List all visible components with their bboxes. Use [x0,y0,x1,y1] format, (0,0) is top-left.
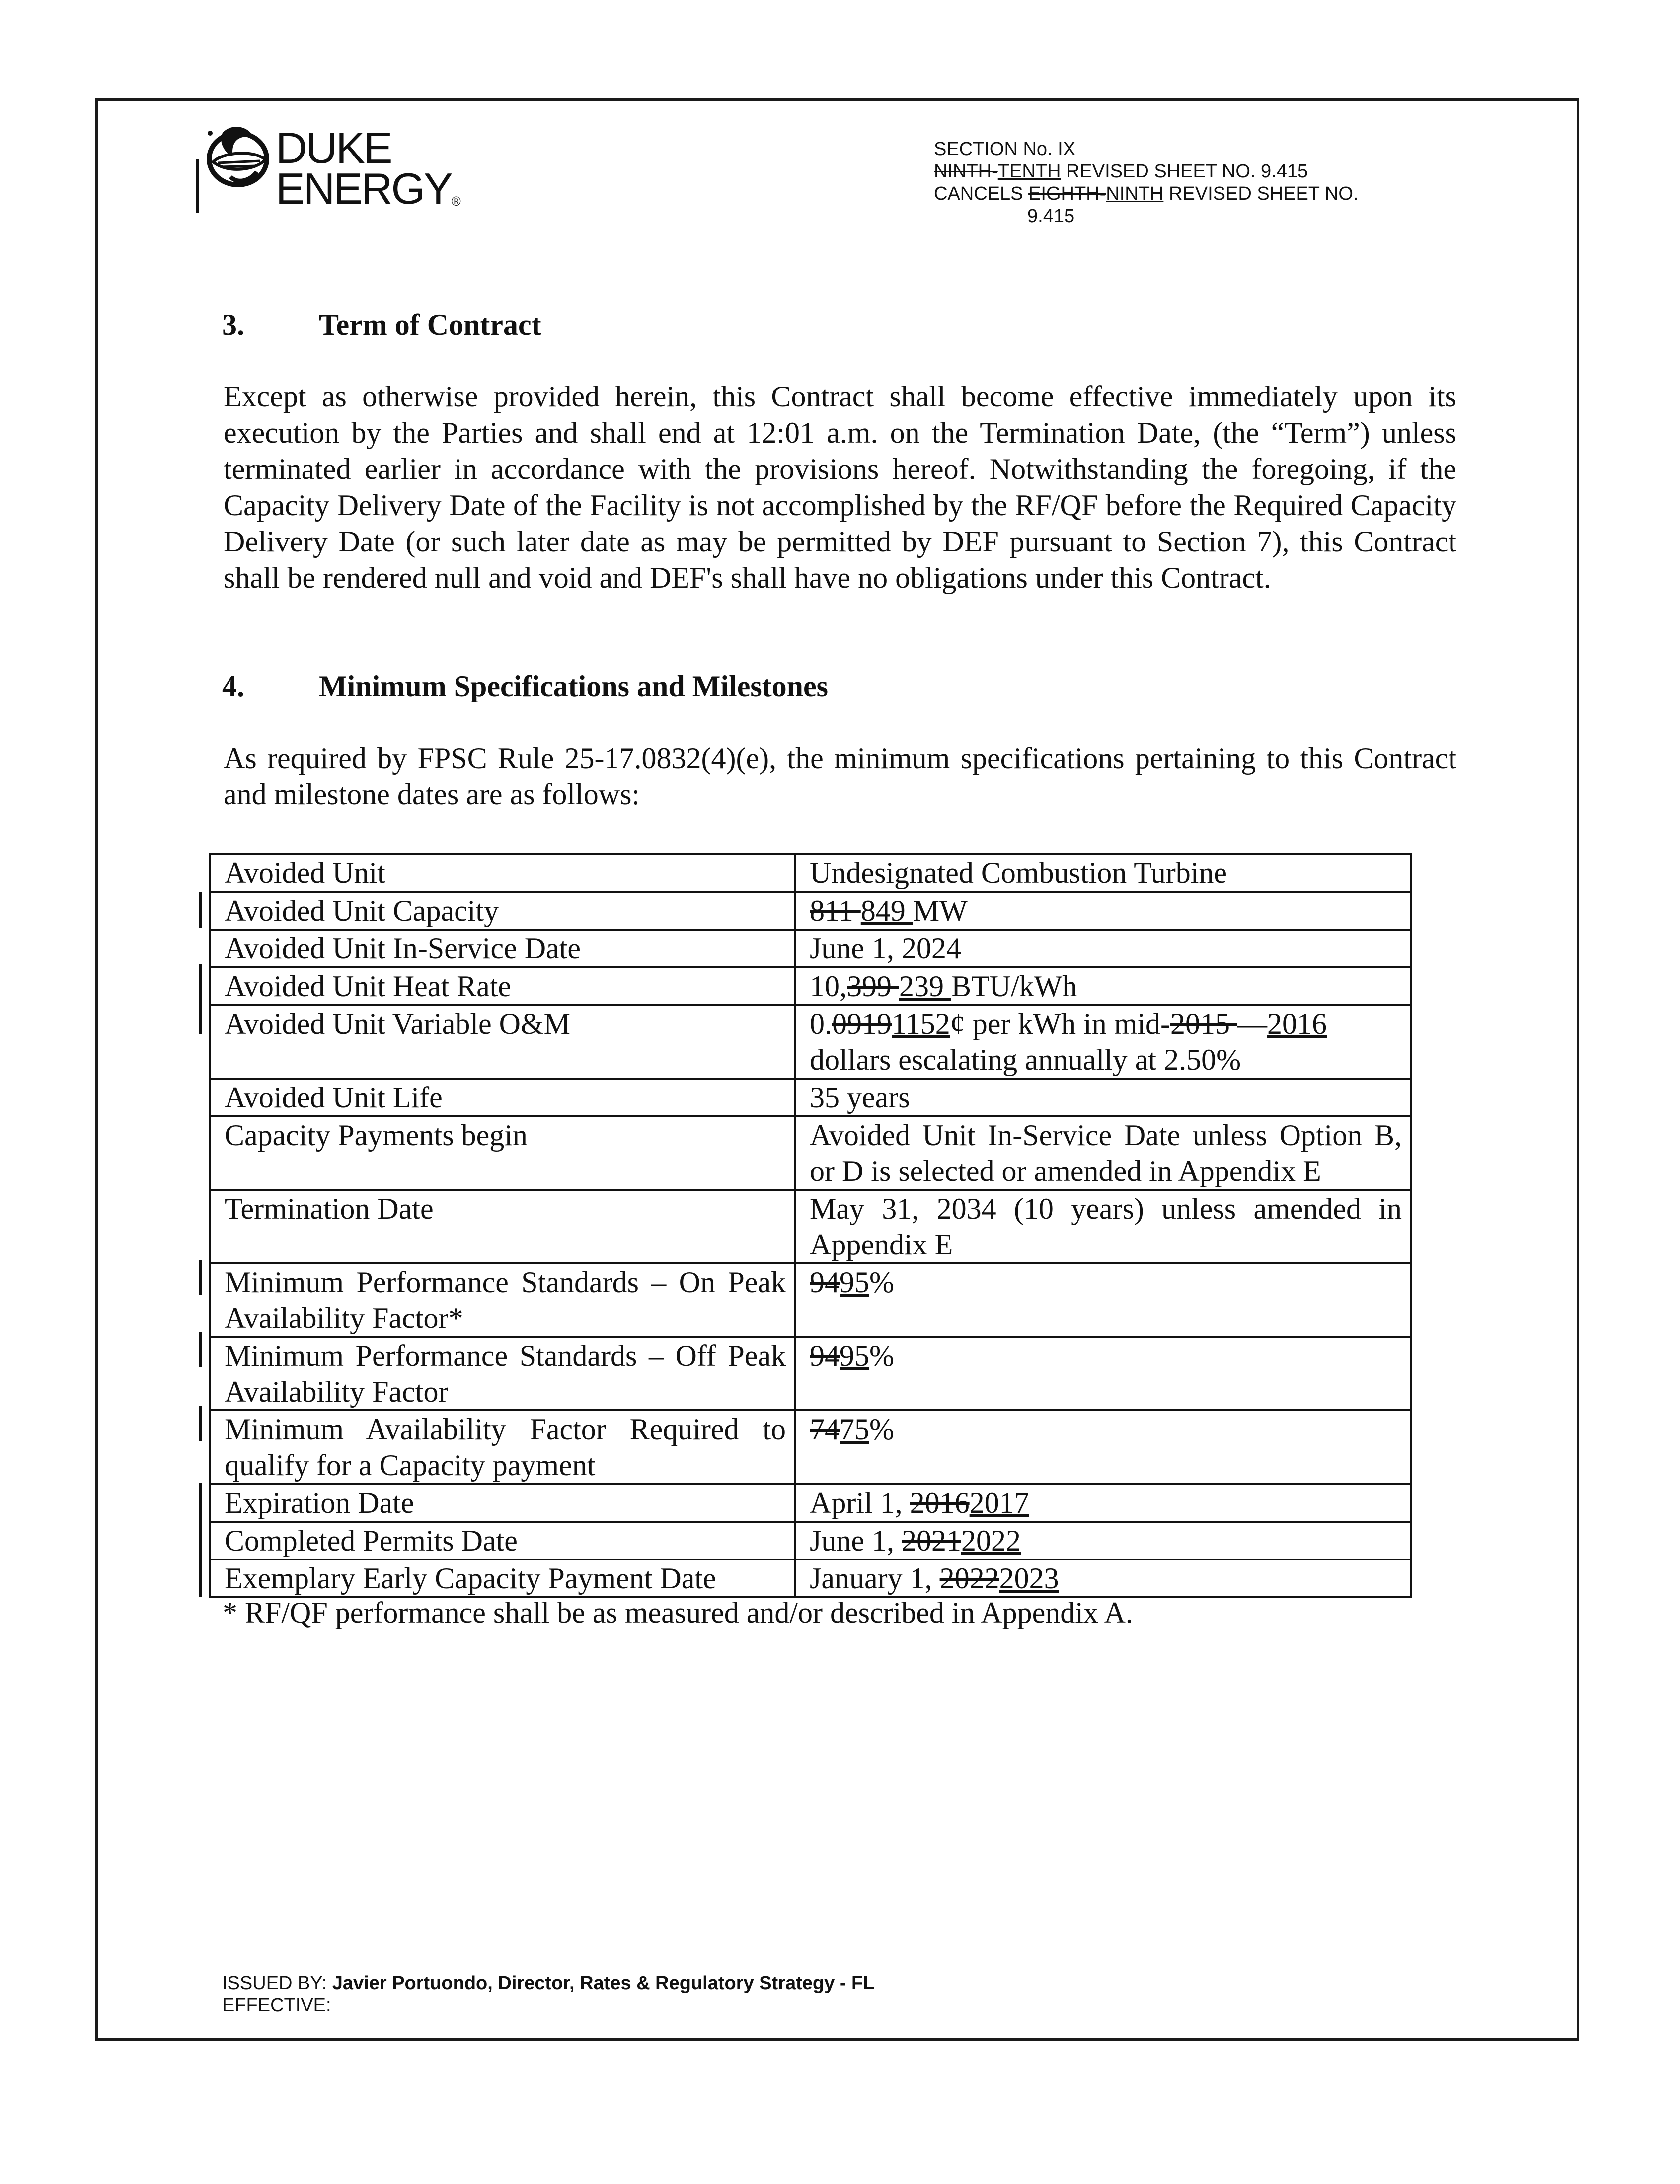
sheet-header [934,138,1431,228]
row-value [795,892,1411,930]
table-row [210,1116,1411,1190]
section-3-body: Except as otherwise provided herein, this Contract shall become effective immediately upon its execution by the Parties and shall end at 12:01 a.m. on the Termination Date, (the “Term”) unless terminated earlier in accordance with the provisions hereof. Notwithstanding the foregoing, if the Capacity Delivery Date of the Facility is not accomplished by the RF/QF before the Required Capacity Delivery Date (or such later date as may be permitted by DEF pursuant to Section 7), this Contract shall be rendered null and void and DEF's shall have no obligations under this Contract. [224,380,1456,594]
effective-label: EFFECTIVE: [222,1995,331,2016]
inserted-text: 2017 [969,1486,1029,1519]
deleted-text: 2022 [939,1562,999,1595]
table-row [210,1190,1411,1263]
logo-word-duke: DUKE [276,123,391,172]
deleted-text: 811 [810,894,861,927]
row-label: Avoided Unit Life [210,1079,795,1116]
unit-text: % [869,1413,894,1446]
row-value [795,1484,1411,1522]
deleted-text: 399 [847,970,899,1003]
sheet-text: REVISED SHEET NO. 9.415 [1061,161,1308,182]
table-row [210,967,1411,1005]
unit-text: % [869,1266,894,1299]
middle-text: ¢ per kWh in mid- [950,1008,1171,1040]
row-label: Avoided Unit [210,854,795,892]
deleted-text: NINTH- [934,161,998,182]
section-4-heading [222,669,828,703]
section-3-heading [222,308,541,342]
sheet-number: 9.415 [1027,206,1075,227]
table-row [210,1410,1411,1484]
section-4-body: As required by FPSC Rule 25-17.0832(4)(e), the minimum specifications pertaining to this Contract and milestone dates are as follows: [224,742,1456,811]
logo-divider [196,159,199,213]
inserted-text: NINTH [1106,183,1164,204]
section-title: Minimum Specifications and Milestones [319,670,829,702]
table-row [210,1005,1411,1079]
section-number: 4. [222,670,244,702]
deleted-text: 94 [810,1339,840,1372]
row-value: Undesignated Combustion Turbine [795,854,1411,892]
row-value: Avoided Unit In-Service Date unless Option B, or D is selected or amended in Appendix E [795,1116,1411,1190]
deleted-text: 2015 [1170,1008,1238,1040]
row-label: Avoided Unit Heat Rate [210,967,795,1005]
table-row [210,1263,1411,1337]
row-label: Avoided Unit Capacity [210,892,795,930]
row-label: Minimum Availability Factor Required to qualify for a Capacity payment [210,1410,795,1484]
inserted-text: 95 [840,1266,869,1299]
issued-by-line [222,1972,874,1994]
table-row [210,1560,1411,1597]
table-footnote: * RF/QF performance shall be as measured and/or described in Appendix A. [223,1596,1133,1629]
row-value [795,1005,1411,1079]
table-row [210,930,1411,967]
separator-text: — [1237,1008,1268,1040]
cancels-text: CANCELS [934,183,1029,204]
change-bar [199,1260,202,1295]
registered-mark: ® [451,194,461,209]
inserted-text: 2016 [1267,1008,1327,1040]
change-bar [199,892,202,928]
inserted-text: 1152 [892,1008,950,1040]
row-label: Avoided Unit Variable O&M [210,1005,795,1079]
row-value: May 31, 2034 (10 years) unless amended in Appendix E [795,1190,1411,1263]
table-row [210,892,1411,930]
deleted-text: EIGHTH- [1028,183,1106,204]
logo-word-energy-text: ENERGY [276,164,452,213]
prefix-text: January 1, [810,1562,940,1595]
deleted-text: 2016 [910,1486,970,1519]
inserted-text: 849 [860,894,913,927]
table-row [210,1484,1411,1522]
row-label: Completed Permits Date [210,1522,795,1560]
table-row [210,1337,1411,1410]
deleted-text: 2021 [901,1524,961,1557]
row-value [795,967,1411,1005]
table-row [210,854,1411,892]
inserted-text: 239 [899,970,951,1003]
row-label: Termination Date [210,1190,795,1263]
unit-text: MW [913,894,968,927]
duke-energy-emblem-icon [203,122,273,192]
issued-by-footer [222,1972,874,2016]
row-value [795,1263,1411,1337]
cancels-sheet-line [934,183,1431,205]
change-bar [199,1406,202,1441]
deleted-text: 74 [810,1413,840,1446]
row-value [795,1522,1411,1560]
prefix-text: April 1, [810,1486,910,1519]
revised-sheet-line [934,160,1431,183]
row-label: Minimum Performance Standards – Off Peak Availability Factor [210,1337,795,1410]
logo-word-energy [276,164,461,213]
change-bar [199,1483,202,1597]
prefix-text: 0. [810,1008,832,1040]
row-value [795,1410,1411,1484]
row-value: June 1, 2024 [795,930,1411,967]
prefix-text: 10, [810,970,847,1003]
issued-by-value: Javier Portuondo, Director, Rates & Regulatory Strategy - FL [332,1973,875,1994]
row-label: Exemplary Early Capacity Payment Date [210,1560,795,1597]
row-label: Minimum Performance Standards – On Peak Availability Factor* [210,1263,795,1337]
change-bar [199,1332,202,1367]
deleted-text: 94 [810,1266,840,1299]
escalation-text: dollars escalating annually at 2.50% [810,1043,1241,1076]
row-label: Expiration Date [210,1484,795,1522]
inserted-text: 2023 [999,1562,1059,1595]
row-value [795,1560,1411,1597]
row-label: Capacity Payments begin [210,1116,795,1190]
deleted-text: 0919 [832,1008,892,1040]
value-part [810,1006,1327,1042]
issued-by-label: ISSUED BY: [222,1973,327,1994]
table-row [210,1522,1411,1560]
table-row [210,1079,1411,1116]
row-label: Avoided Unit In-Service Date [210,930,795,967]
unit-text: % [869,1339,894,1372]
inserted-text: TENTH [997,161,1061,182]
unit-text: BTU/kWh [951,970,1077,1003]
section-title: Term of Contract [319,309,541,341]
row-value [795,1337,1411,1410]
inserted-text: 2022 [961,1524,1021,1557]
inserted-text: 75 [840,1413,869,1446]
specifications-table [209,853,1412,1598]
change-bar [199,964,202,1034]
sheet-text: REVISED SHEET NO. [1163,183,1359,204]
prefix-text: June 1, [810,1524,902,1557]
inserted-text: 95 [840,1339,869,1372]
row-value: 35 years [795,1079,1411,1116]
section-number: 3. [222,309,244,341]
section-number: SECTION No. IX [934,139,1076,159]
duke-energy-logo [196,119,514,214]
